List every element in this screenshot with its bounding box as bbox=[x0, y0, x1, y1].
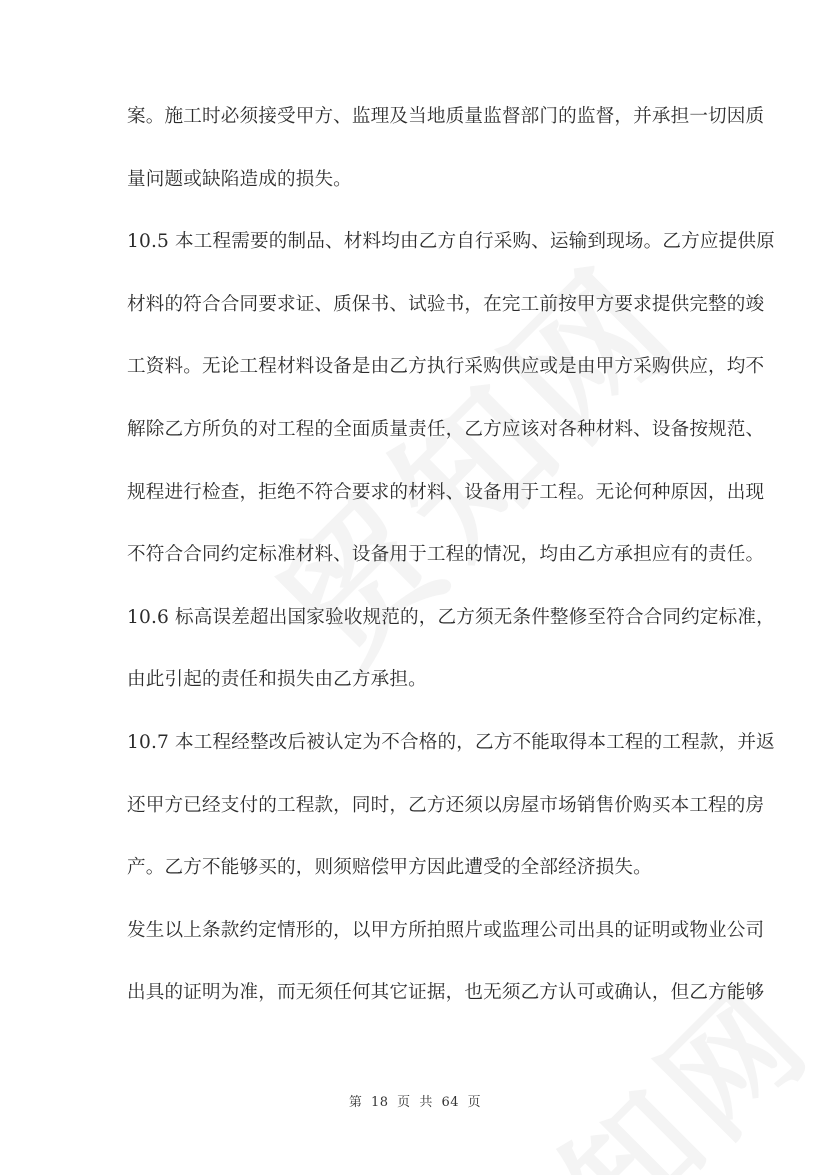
clause-10-6: 10.6 标高误差超出国家验收规范的，乙方须无条件整修至符合合同约定标准， bbox=[127, 606, 775, 628]
page-number: 第 18 页 共 64 页 bbox=[348, 1095, 482, 1110]
text-line: 案。施工时必须接受甲方、监理及当地质量监督部门的监督，并承担一切因质 bbox=[127, 106, 765, 127]
text-line: 发生以上条款约定情形的，以甲方所拍照片或监理公司出具的证明或物业公司 bbox=[127, 919, 765, 941]
text-line: 量问题或缺陷造成的损失。 bbox=[127, 168, 352, 190]
text-line: 产。乙方不能够买的，则须赔偿甲方因此遭受的全部经济损失。 bbox=[127, 857, 652, 879]
text-line: 材料的符合合同要求证、质保书、试验书，在完工前按甲方要求提供完整的竣 bbox=[127, 293, 765, 315]
text-line: 由此引起的责任和损失由乙方承担。 bbox=[127, 669, 427, 691]
clause-10-5: 10.5 本工程需要的制品、材料均由乙方自行采购、运输到现场。乙方应提供原 bbox=[127, 231, 775, 253]
clause-10-7: 10.7 本工程经整改后被认定为不合格的，乙方不能取得本工程的工程款，并返 bbox=[127, 731, 775, 753]
text-line: 工资料。无论工程材料设备是由乙方执行采购供应或是由甲方采购供应，均不 bbox=[127, 356, 765, 378]
text-line: 还甲方已经支付的工程款，同时，乙方还须以房屋市场销售价购买本工程的房 bbox=[127, 794, 765, 816]
text-line: 规程进行检查，拒绝不符合要求的材料、设备用于工程。无论何种原因，出现 bbox=[127, 481, 765, 503]
text-line: 不符合合同约定标准材料、设备用于工程的情况，均由乙方承担应有的责任。 bbox=[127, 544, 765, 566]
document-body bbox=[127, 102, 775, 1041]
text-line: 解除乙方所负的对工程的全面质量责任，乙方应该对各种材料、设备按规范、 bbox=[127, 418, 765, 440]
text-line: 出具的证明为准，而无须任何其它证据，也无须乙方认可或确认，但乙方能够 bbox=[127, 982, 765, 1004]
